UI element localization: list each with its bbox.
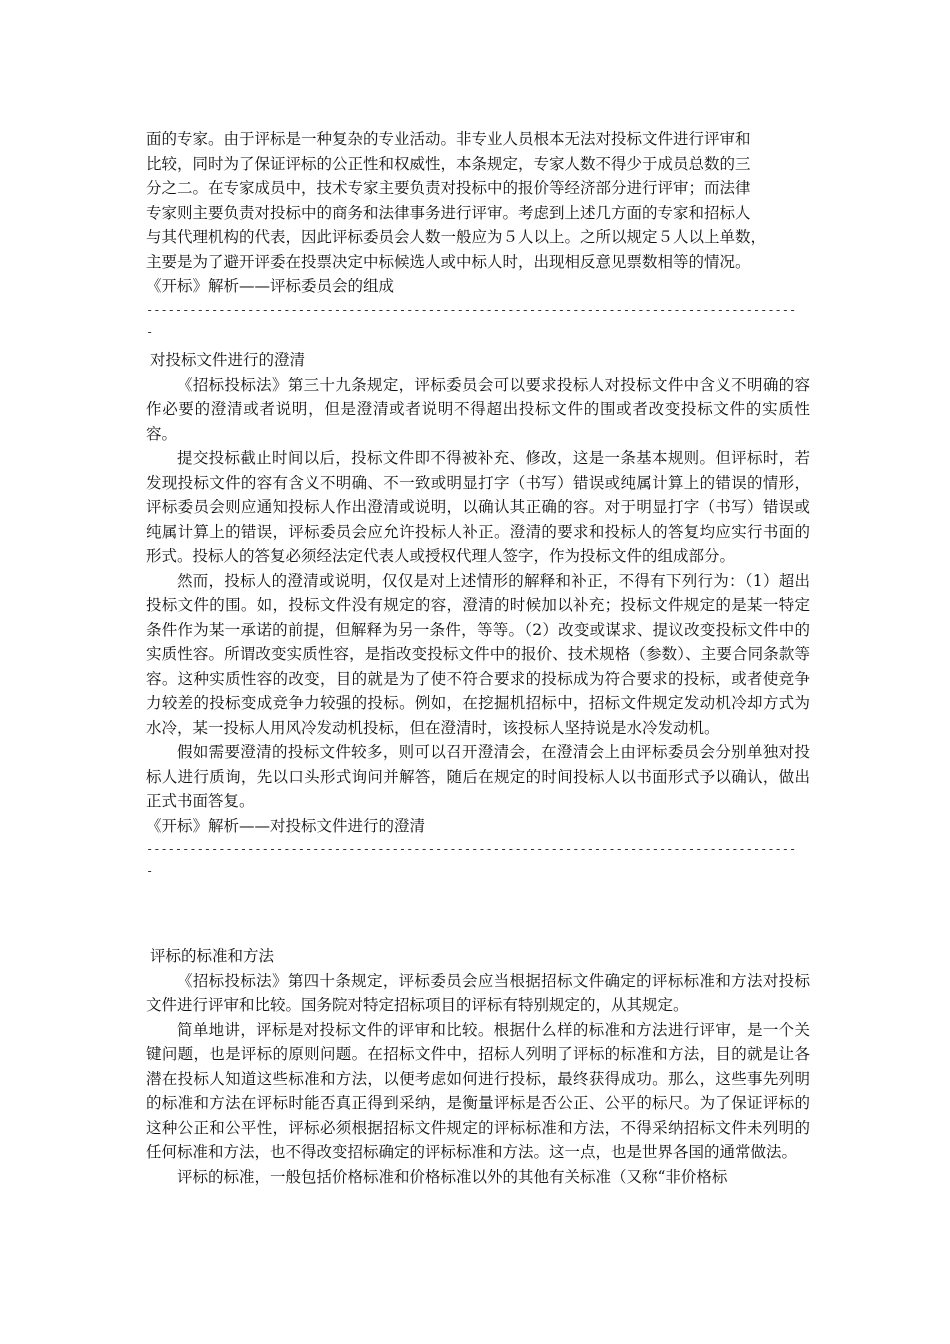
body-text-line: 比较，同时为了保证评标的公正性和权威性，本条规定，专家人数不得少于成员总数的三	[146, 154, 751, 173]
section-evaluation-standards	[146, 944, 810, 1189]
source-caption: 《开标》解析——对投标文件进行的澄清	[146, 816, 426, 835]
body-paragraph: 《招标投标法》第三十九条规定，评标委员会可以要求投标人对投标文件中含义不明确的容作必要的澄清或者说明，但是澄清或者说明不得超出投标文件的围或者改变投标文件的实质性容。	[146, 375, 810, 443]
body-paragraph: 《招标投标法》第四十条规定，评标委员会应当根据招标文件确定的评标标准和方法对投标文件进行评审和比较。国务院对特定招标项目的评标有特别规定的，从其规定。	[146, 971, 810, 1014]
body-text-line: 分之二。在专家成员中，技术专家主要负责对投标中的报价等经济部分进行评审；而法律	[146, 179, 751, 197]
body-paragraph: 评标的标准，一般包括价格标准和价格标准以外的其他有关标准（又称“非价格标	[177, 1167, 728, 1186]
body-text-line: 专家则主要负责对投标中的商务和法律事务进行评审。考虑到上述几方面的专家和招标人	[146, 203, 751, 222]
section-clarification	[146, 348, 810, 878]
body-paragraph: 提交投标截止时间以后，投标文件即不得被补充、修改，这是一条基本规则。但评标时，若发现投标文件的容有含义不明确、不一致或明显打字（书写）错误或纯属计算上的错误的情形，评标委员会则应通知投标人作出澄清或说明，以确认其正确的容。对于明显打字（书写）错误或纯属计算上的错误，评标委员会应允许投标人补正。澄清的要求和投标人的答复均应实行书面的形式。投标人的答复必须经法定代表人或授权代理人签字，作为投标文件的组成部分。	[146, 449, 810, 565]
body-text-line: 面的专家。由于评标是一种复杂的专业活动。非专业人员根本无法对投标文件进行评审和	[146, 130, 751, 148]
body-text-line: 主要是为了避开评委在投票决定中标候选人或中标人时，出现相反意见票数相等的情况。	[146, 252, 751, 271]
source-caption: 《开标》解析——评标委员会的组成	[146, 277, 395, 295]
body-text-line: 与其代理机构的代表，因此评标委员会人数一般应为５人以上。之所以规定５人以上单数，	[146, 228, 767, 246]
body-paragraph: 然而，投标人的澄清或说明，仅仅是对上述情形的解释和补正，不得有下列行为：（1）超出投标文件的围。如，投标文件没有规定的容，澄清的时候加以补充；投标文件规定的是某一特定条件作为某一承诺的前提，但解释为另一条件，等等。（2）改变或谋求、提议改变投标文件中的实质性容。所谓改变实质性容，是指改变投标文件中的报价、技术规格（参数）、主要合同条款等容。这种实质性容的改变，目的就是为了使不符合要求的投标成为符合要求的投标，或者使竞争力较差的投标变成竞争力较强的投标。例如，在挖掘机招标中，招标文件规定发动机冷却方式为水冷，某一投标人用风冷发动机投标，但在澄清时，该投标人坚持说是水冷发动机。	[146, 571, 810, 737]
dashed-divider-tail: -	[146, 864, 154, 878]
dashed-divider: ------------------------------------------------------------------------------------------	[146, 302, 797, 317]
body-paragraph: 假如需要澄清的投标文件较多，则可以召开澄清会，在澄清会上由评标委员会分别单独对投标人进行质询，先以口头形式询问并解答，随后在规定的时间投标人以书面形式予以确认，做出正式书面答复。	[146, 743, 810, 810]
dashed-divider: ------------------------------------------------------------------------------------------	[146, 842, 797, 856]
section-heading: 对投标文件进行的澄清	[150, 351, 306, 369]
section-evaluation-committee	[146, 127, 810, 339]
body-paragraph: 简单地讲，评标是对投标文件的评审和比较。根据什么样的标准和方法进行评审，是一个关键问题，也是评标的原则问题。在招标文件中，招标人列明了评标的标准和方法，目的就是让各潜在投标人知道这些标准和方法，以便考虑如何进行投标，最终获得成功。那么，这些事先列明的标准和方法在评标时能否真正得到采纳，是衡量评标是否公正、公平的标尺。为了保证评标的这种公正和公平性，评标必须根据招标文件规定的评标标准和方法，不得采纳招标文件未列明的任何标准和方法，也不得改变招标确定的评标标准和方法。这一点，也是世界各国的通常做法。	[146, 1020, 810, 1161]
dashed-divider-tail: -	[146, 324, 154, 339]
section-heading: 评标的标准和方法	[150, 947, 275, 965]
